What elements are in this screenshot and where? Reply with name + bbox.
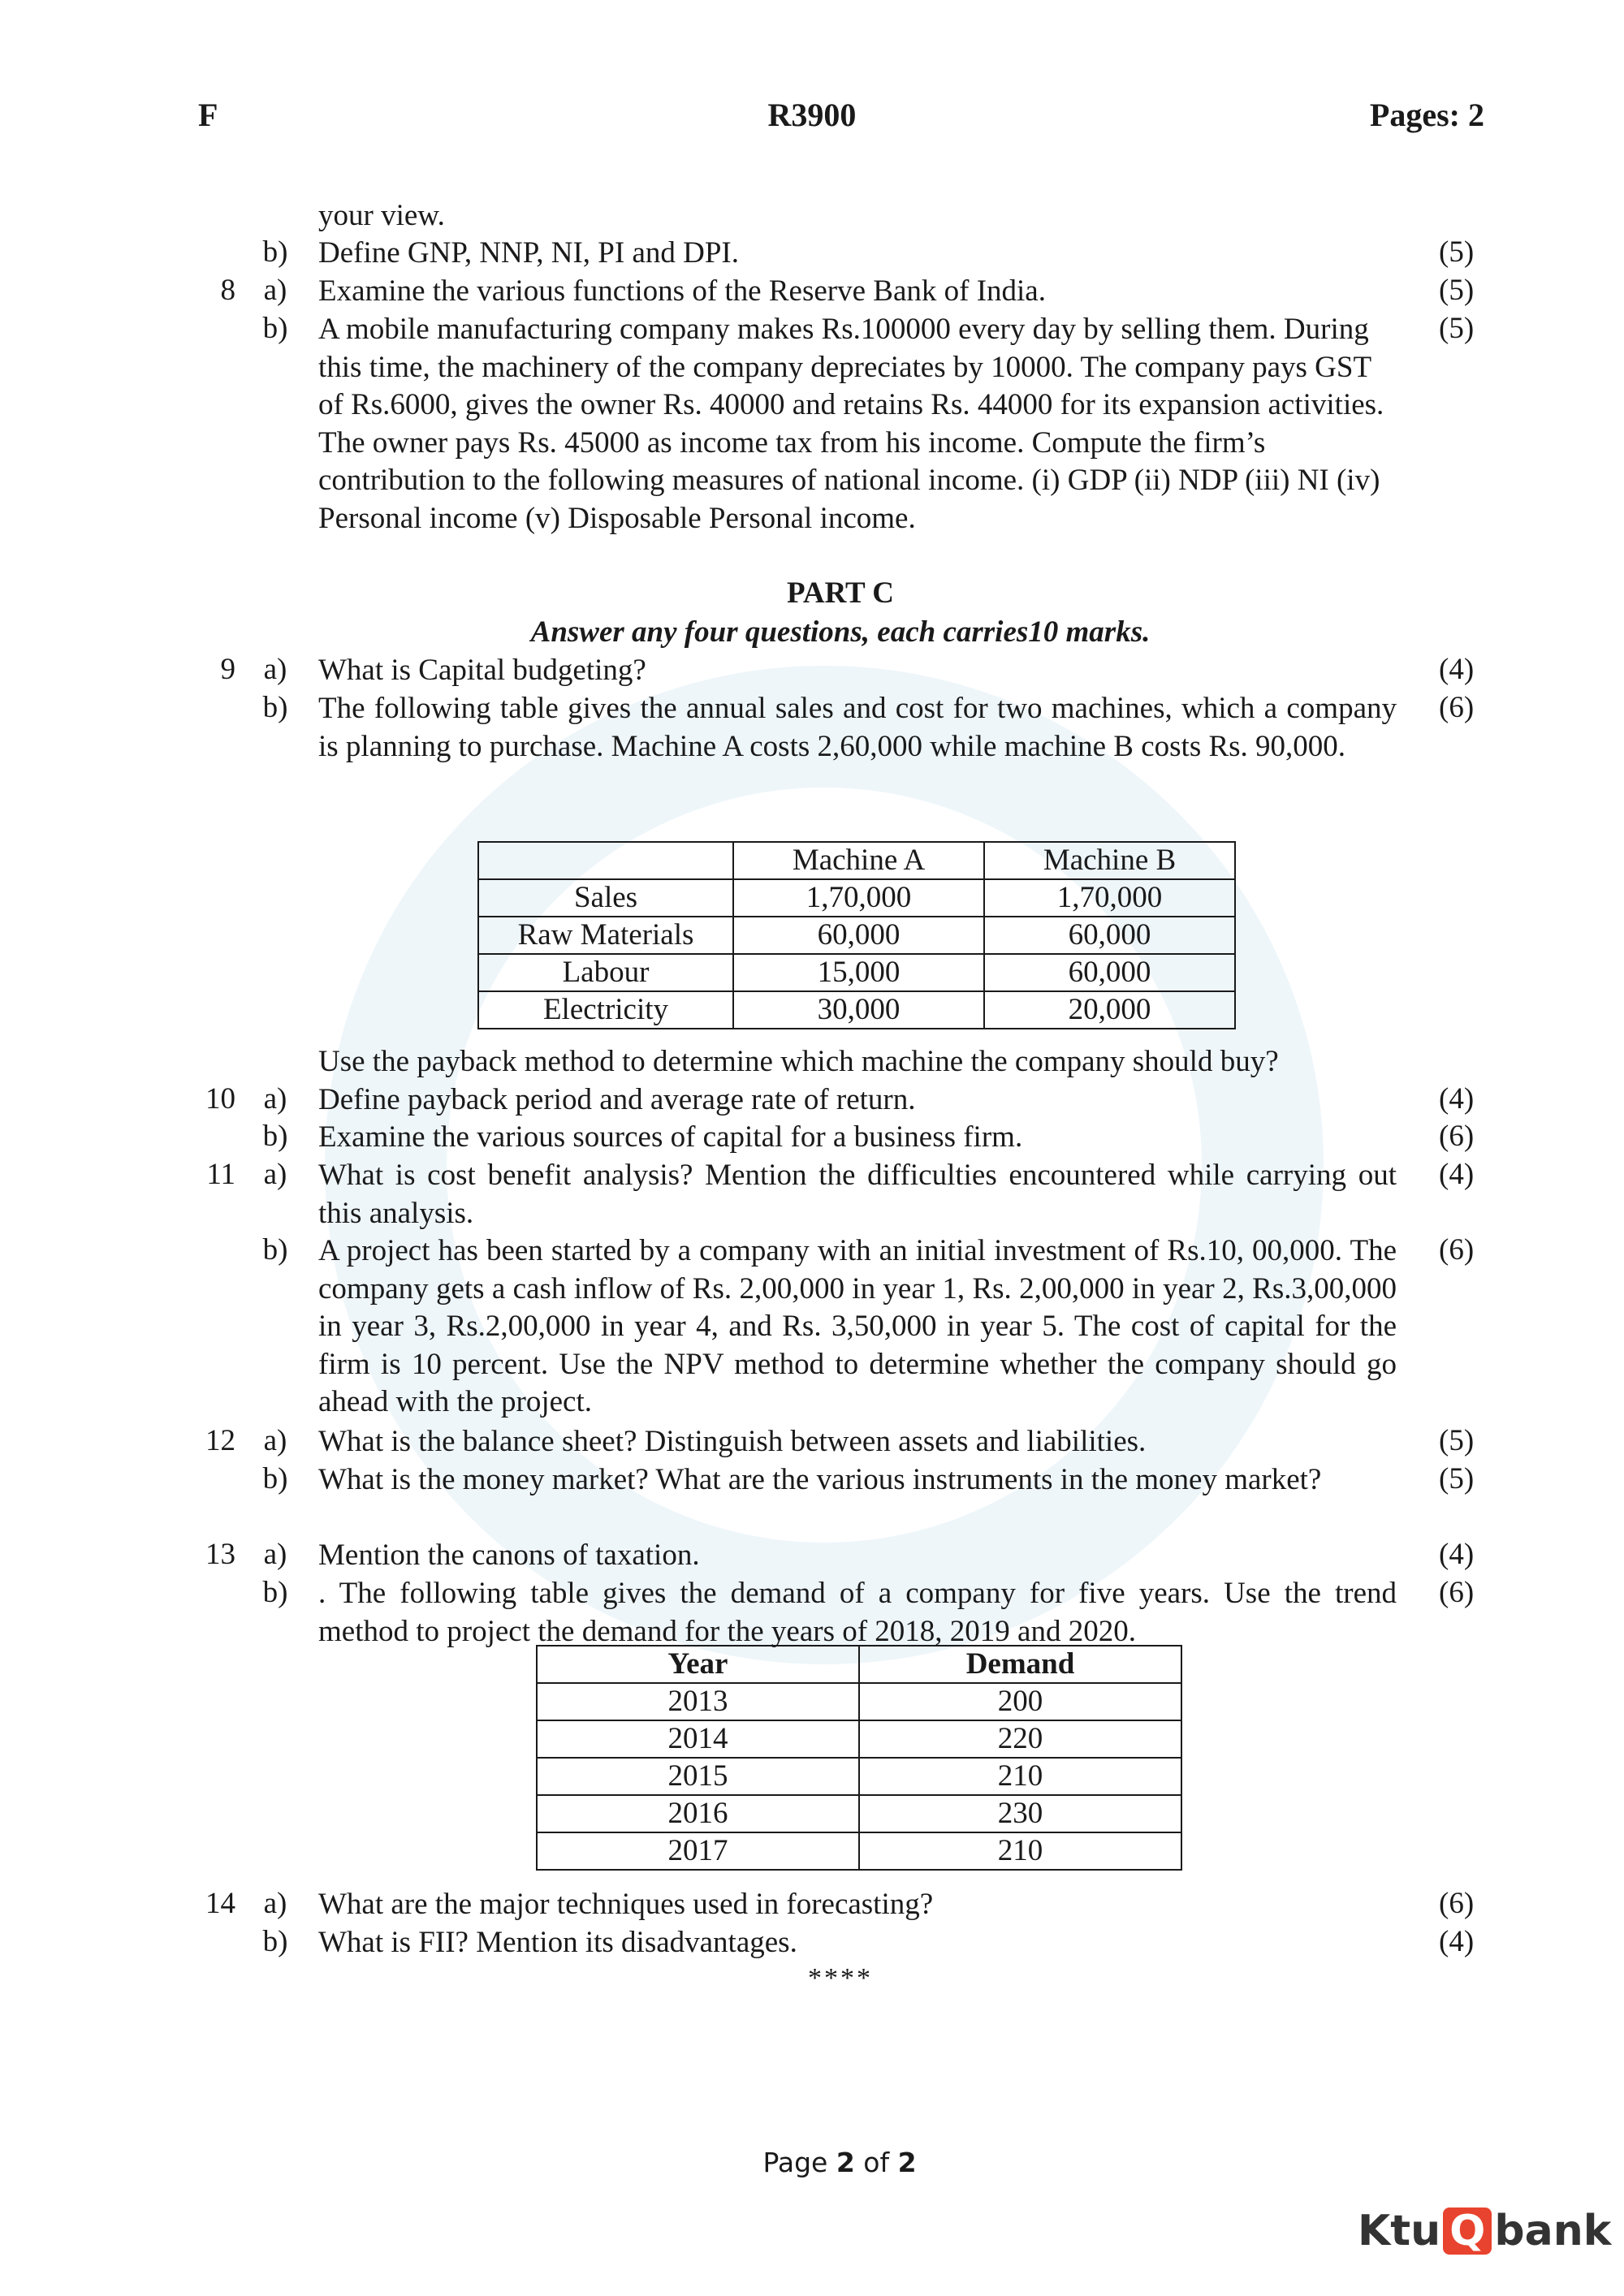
question-marks: (5) bbox=[1439, 1462, 1475, 1495]
question-text: Examine the various functions of the Reserve Bank of India. bbox=[318, 274, 1046, 308]
table-row bbox=[478, 917, 1235, 954]
sub-question-label: a) bbox=[263, 653, 287, 686]
sub-question-label: b) bbox=[262, 312, 288, 345]
page-footer bbox=[0, 2147, 1624, 2178]
question-text: your view. bbox=[318, 199, 445, 232]
sub-question-label: b) bbox=[262, 1462, 288, 1495]
part-instruction: Answer any four questions, each carries10 marks. bbox=[530, 615, 1151, 649]
table-row bbox=[537, 1683, 1181, 1720]
table-cell: Electricity bbox=[478, 991, 733, 1029]
sub-question-label: a) bbox=[263, 1887, 287, 1920]
table-header-cell: Machine A bbox=[733, 842, 984, 879]
footer-middle: of bbox=[854, 2147, 898, 2178]
question-text: What is Capital budgeting? bbox=[318, 654, 646, 687]
question-marks: (6) bbox=[1439, 1233, 1475, 1267]
sub-question-label: b) bbox=[262, 1120, 288, 1153]
sub-question-label: b) bbox=[262, 691, 288, 724]
question-marks: (6) bbox=[1439, 691, 1475, 724]
question-number: 13 bbox=[205, 1538, 235, 1571]
question-number: 11 bbox=[206, 1158, 235, 1191]
question-text: A project has been started by a company with an initial investment of Rs.10, 00,000. The company gets a cash inflow of Rs. 2,00,000 in year 1, Rs. 2,00,000 in year 2, Rs.3,00,000 in year 3, Rs.2,00,000 in year 4, and Rs. 3,50,000 in year 5. The cost of capital for the firm is 10 percent. Use the NPV method to determine whether the company should go ahead with the project. bbox=[318, 1234, 1397, 1418]
table-cell: 1,70,000 bbox=[984, 879, 1235, 917]
sub-question-label: a) bbox=[263, 1424, 287, 1457]
table-cell: 60,000 bbox=[733, 917, 984, 954]
table-row bbox=[478, 991, 1235, 1029]
question-text: What is cost benefit analysis? Mention the difficulties encountered while carrying out this analysis. bbox=[318, 1159, 1397, 1230]
table-header-cell: Demand bbox=[859, 1646, 1181, 1683]
table-cell: 60,000 bbox=[984, 917, 1235, 954]
table-cell: 30,000 bbox=[733, 991, 984, 1029]
question-number: 9 bbox=[220, 653, 235, 686]
sub-question-label: a) bbox=[263, 274, 287, 307]
question-text: What is the money market? What are the various instruments in the money market? bbox=[318, 1463, 1322, 1496]
question-marks: (5) bbox=[1439, 1424, 1475, 1457]
question-marks: (6) bbox=[1439, 1576, 1475, 1609]
table-cell: 2017 bbox=[537, 1832, 859, 1870]
table-row bbox=[478, 954, 1235, 991]
footer-prefix: Page bbox=[762, 2147, 836, 2178]
sub-question-label: a) bbox=[263, 1538, 287, 1571]
question-marks: (5) bbox=[1439, 312, 1475, 345]
question-text: Use the payback method to determine which machine the company should buy? bbox=[318, 1045, 1279, 1078]
ktuqbank-logo: Ktu Q bank bbox=[1358, 2207, 1612, 2255]
question-number: 12 bbox=[205, 1424, 235, 1457]
question-marks: (6) bbox=[1439, 1887, 1475, 1920]
table-cell: 2013 bbox=[537, 1683, 859, 1720]
question-number: 14 bbox=[205, 1887, 235, 1920]
question-text: Define payback period and average rate of return. bbox=[318, 1083, 916, 1116]
table-header-cell: Machine B bbox=[984, 842, 1235, 879]
question-text: Mention the canons of taxation. bbox=[318, 1539, 700, 1572]
table-cell: 20,000 bbox=[984, 991, 1235, 1029]
question-text: Define GNP, NNP, NI, PI and DPI. bbox=[318, 236, 739, 270]
question-marks: (4) bbox=[1439, 1538, 1475, 1571]
question-text: . The following table gives the demand of a company for five years. Use the trend method to project the demand for the years of 2018, 2019 and 2020. bbox=[318, 1577, 1397, 1648]
table-header-cell bbox=[478, 842, 733, 879]
page-count: Pages: 2 bbox=[1369, 97, 1484, 133]
table-row bbox=[537, 1795, 1181, 1832]
table-cell: 210 bbox=[859, 1832, 1181, 1870]
question-marks: (4) bbox=[1439, 1925, 1475, 1958]
table-header-cell: Year bbox=[537, 1646, 859, 1683]
table-header-row bbox=[537, 1646, 1181, 1683]
end-of-paper-mark: **** bbox=[808, 1963, 873, 1993]
table-cell: 2014 bbox=[537, 1720, 859, 1758]
question-marks: (4) bbox=[1439, 1158, 1475, 1191]
table-header-row bbox=[478, 842, 1235, 879]
question-text: What is the balance sheet? Distinguish between assets and liabilities. bbox=[318, 1425, 1147, 1458]
sub-question-label: a) bbox=[263, 1158, 287, 1191]
machine-cost-table bbox=[477, 841, 1236, 1029]
sub-question-label: b) bbox=[262, 1576, 288, 1609]
table-row bbox=[537, 1758, 1181, 1795]
series-code: F bbox=[198, 97, 218, 133]
question-text: A mobile manufacturing company makes Rs.100000 every day by selling them. During this time, the machinery of the company depreciates by 10000. The company pays GST of Rs.6000, gives the owner Rs. 40000 and retains Rs. 44000 for its expansion activities. The owner pays Rs. 45000 as income tax from his income. Compute the firm’s contribution to the following measures of national income. (i) GDP (ii) NDP (iii) NI (iv) Personal income (v) Disposable Personal income. bbox=[318, 313, 1384, 535]
sub-question-label: b) bbox=[262, 1233, 288, 1267]
table-cell: 220 bbox=[859, 1720, 1181, 1758]
exam-code: R3900 bbox=[767, 97, 857, 133]
table-cell: Labour bbox=[478, 954, 733, 991]
question-marks: (5) bbox=[1439, 274, 1475, 307]
table-row bbox=[537, 1720, 1181, 1758]
table-cell: 1,70,000 bbox=[733, 879, 984, 917]
sub-question-label: b) bbox=[262, 1925, 288, 1958]
table-cell: 15,000 bbox=[733, 954, 984, 991]
question-marks: (4) bbox=[1439, 1082, 1475, 1116]
footer-current-page: 2 bbox=[836, 2147, 855, 2178]
question-marks: (5) bbox=[1439, 235, 1475, 269]
table-cell: 60,000 bbox=[984, 954, 1235, 991]
part-title: PART C bbox=[787, 576, 894, 610]
table-row bbox=[537, 1832, 1181, 1870]
sub-question-label: b) bbox=[262, 235, 288, 269]
question-marks: (4) bbox=[1439, 653, 1475, 686]
question-text: What is FII? Mention its disadvantages. bbox=[318, 1926, 797, 1959]
footer-total-pages: 2 bbox=[897, 2147, 917, 2178]
demand-table bbox=[536, 1645, 1182, 1871]
table-cell: 210 bbox=[859, 1758, 1181, 1795]
question-number: 8 bbox=[220, 274, 235, 307]
question-number: 10 bbox=[205, 1082, 235, 1116]
table-cell: 2015 bbox=[537, 1758, 859, 1795]
sub-question-label: a) bbox=[263, 1082, 287, 1116]
question-text: The following table gives the annual sales and cost for two machines, which a company is planning to purchase. Machine A costs 2,60,000 while machine B costs Rs. 90,000. bbox=[318, 692, 1397, 763]
table-cell: 230 bbox=[859, 1795, 1181, 1832]
question-text: Examine the various sources of capital for a business firm. bbox=[318, 1120, 1023, 1154]
table-cell: 200 bbox=[859, 1683, 1181, 1720]
table-row bbox=[478, 879, 1235, 917]
table-cell: 2016 bbox=[537, 1795, 859, 1832]
table-cell: Raw Materials bbox=[478, 917, 733, 954]
question-marks: (6) bbox=[1439, 1120, 1475, 1153]
table-cell: Sales bbox=[478, 879, 733, 917]
question-text: What are the major techniques used in forecasting? bbox=[318, 1888, 934, 1921]
